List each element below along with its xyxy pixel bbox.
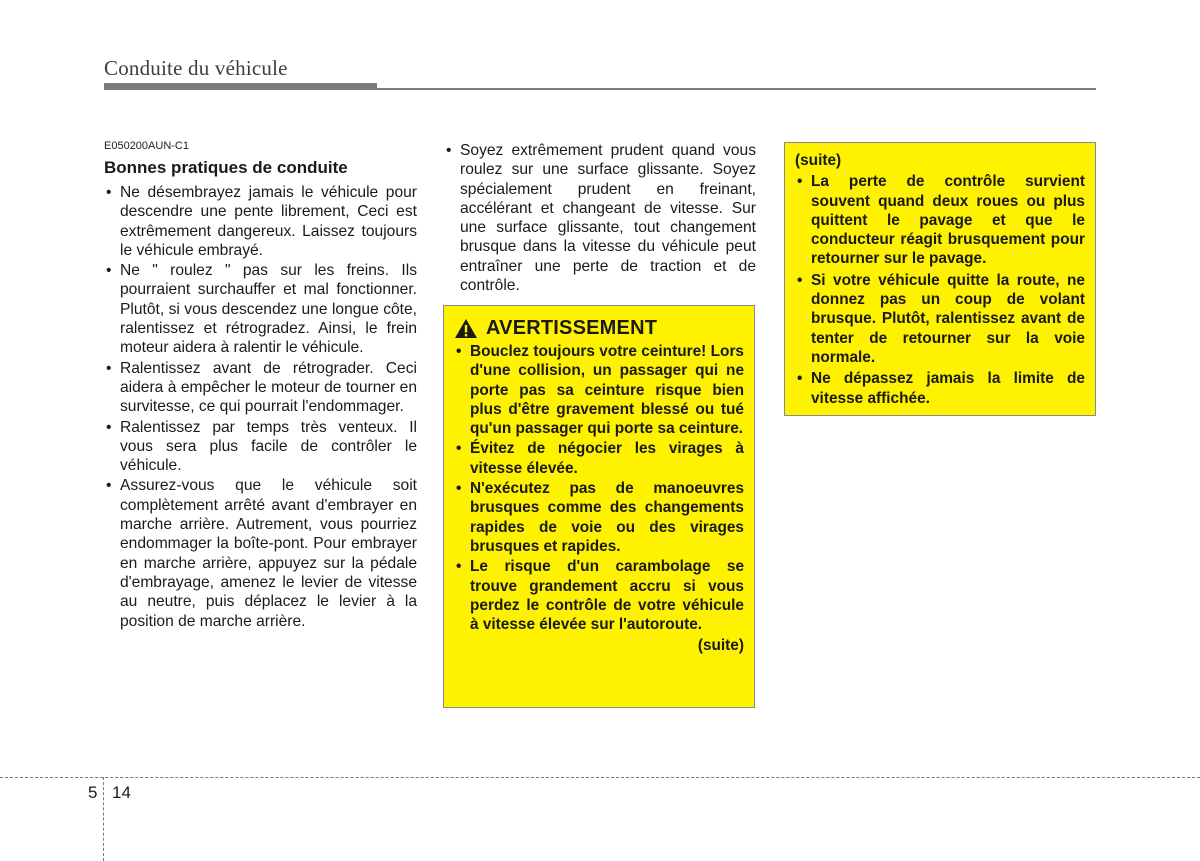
page-header-title: Conduite du véhicule (104, 56, 288, 80)
list-item: • Ne " roulez " pas sur les freins. Ils pourraient surchauffer et mal fonctionner. Plutôt, si vous descendez une longue côte, ralentissez et rétrogradez. Ainsi, le frein moteur aidera à ralentir le véhicule. (104, 261, 417, 357)
section-heading: Bonnes pratiques de conduite (104, 158, 348, 177)
footer-rule (0, 777, 1200, 778)
section-code: E050200AUN-C1 (104, 140, 189, 152)
list-item: • Assurez-vous que le véhicule soit complètement arrêté avant d'embrayer en marche arrière. Autrement, vous pourriez endommager la boîte-pont. Pour embrayer en marche arrière, appuyez sur la pédale d'embrayage, amenez le levier de vitesse au neutre, puis déplacez le levier à la position de marche arrière. (104, 476, 417, 630)
page-number: 14 (112, 783, 131, 802)
list-item: • La perte de contrôle survient souvent quand deux roues ou plus quittent le pavage et que le conducteur réagit brusquement pour retourner sur le pavage. (795, 172, 1085, 268)
list-item: • Ne dépassez jamais la limite de vitesse affichée. (795, 369, 1085, 408)
list-item: • Soyez extrêmement prudent quand vous roulez sur une surface glissante. Soyez spécialement prudent en freinant, accélérant et changeant de vitesse. Sur une surface glissante, tout changement brusque dans la vitesse du véhicule peut entraîner une perte de traction et de contrôle. (444, 141, 756, 295)
warning-title: AVERTISSEMENT (486, 316, 658, 339)
list-item: • Ne désembrayez jamais le véhicule pour descendre une pente librement, Ceci est extrêmement dangereux. Laissez toujours le véhicule embrayé. (104, 183, 417, 260)
warning-list (454, 342, 744, 634)
list-item: • N'exécutez pas de manoeuvres brusques comme des changements rapides de voie ou des virages brusques et rapides. (454, 479, 744, 556)
continued-box-label: (suite) (795, 152, 842, 169)
list-item: • Le risque d'un carambolage se trouve grandement accru si vous perdez le contrôle de votre véhicule à vitesse élevée sur l'autoroute. (454, 557, 744, 634)
header-rule (104, 88, 1096, 90)
left-column (104, 139, 417, 632)
middle-column (444, 141, 756, 296)
warning-triangle-icon (454, 318, 478, 339)
continued-warning-list (795, 172, 1085, 408)
driving-tips-list (104, 183, 417, 631)
list-item: • Ralentissez par temps très venteux. Il vous sera plus facile de contrôler le véhicule. (104, 418, 417, 476)
continued-warning-box (784, 142, 1096, 416)
slippery-surface-list (444, 141, 756, 295)
list-item: • Évitez de négocier les virages à vitesse élevée. (454, 439, 744, 478)
warning-box (443, 305, 755, 708)
list-item: • Ralentissez avant de rétrograder. Ceci aidera à empêcher le moteur de tourner en survitesse, ce qui pourrait l'endommager. (104, 359, 417, 417)
list-item: • Si votre véhicule quitte la route, ne donnez pas un coup de volant brusque. Plutôt, ralentissez avant de tenter de retourner sur la voie normale. (795, 271, 1085, 367)
continued-label: (suite) (697, 637, 744, 655)
chapter-number: 5 (88, 783, 98, 802)
footer-divider (103, 777, 104, 861)
list-item: • Bouclez toujours votre ceinture! Lors d'une collision, un passager qui ne porte pas sa ceinture risque bien plus d'être gravement blessé ou tué qu'un passager qui porte sa ceinture. (454, 342, 744, 438)
warning-title-row (454, 318, 744, 339)
